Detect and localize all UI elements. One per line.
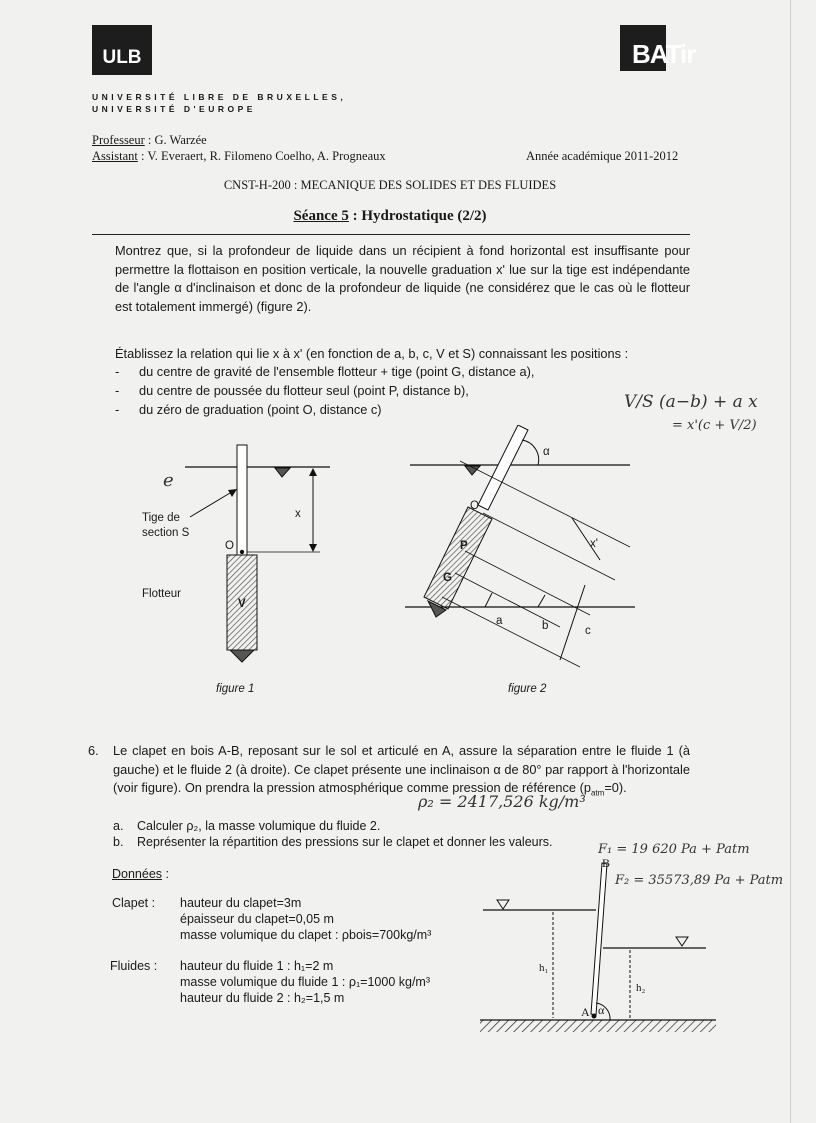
fluides-line: masse volumique du fluide 1 : ρ₁=1000 kg/m³	[180, 975, 430, 989]
exercise5-intro: Montrez que, si la profondeur de liquide dans un récipient à fond horizontal est insuffisante pour permettre la flottaison en position verticale, la nouvelle graduation x' lue sur la tige est indépendante de l'angle α d'inclinaison et donc de la profondeur de liquide (ne considérez que le cas où le flotteur est totalement immergé) (figure 2).	[115, 243, 690, 314]
fig2-label-p: P	[460, 540, 468, 552]
question-b: b. Représenter la répartition des pressions sur le clapet et donner les valeurs.	[113, 835, 553, 849]
fig2-label-alpha: α	[543, 446, 550, 458]
list-item: - du centre de gravité de l'ensemble flotteur + tige (point G, distance a),	[115, 364, 535, 379]
session-title: Séance 5 : Hydrostatique (2/2)	[293, 208, 487, 224]
question-a: a. Calculer ρ₂, la masse volumique du fluide 2.	[113, 819, 381, 833]
figure2-caption: figure 2	[508, 683, 547, 695]
exercise5-relation: Établissez la relation qui lie x à x' (en fonction de a, b, c, V et S) connaissant les positions :	[115, 346, 629, 361]
clapet-label-h2: h₂	[636, 982, 646, 994]
handwritten-f1: F₁ = 19 620 Pa + Patm	[598, 842, 750, 857]
fig2-label-b: b	[542, 620, 549, 632]
university-name-line2: UNIVERSITÉ D'EUROPE	[92, 104, 256, 114]
university-name-line1: UNIVERSITÉ LIBRE DE BRUXELLES,	[92, 92, 347, 102]
clapet-line: masse volumique du clapet : ρbois=700kg/m³	[180, 928, 432, 942]
fig1-label-flotteur: Flotteur	[142, 588, 181, 600]
figure1-caption: figure 1	[216, 683, 255, 695]
handwritten-f2: F₂ = 35573,89 Pa + Patm	[615, 873, 784, 888]
ulb-logo: ULB	[92, 25, 152, 75]
clapet-label-a: A	[581, 1005, 590, 1019]
fig1-label-x: x	[295, 508, 301, 520]
fig2-label-g: G	[443, 572, 452, 584]
fluides-line: hauteur du fluide 2 : h₂=1,5 m	[180, 991, 345, 1005]
fig1-label-tige: Tige de	[142, 512, 180, 524]
fluides-line: hauteur du fluide 1 : h₁=2 m	[180, 959, 334, 973]
donnees-heading: Données :	[112, 867, 169, 881]
batir-logo: BATir	[618, 25, 688, 71]
clapet-label-h1: h₁	[539, 962, 549, 974]
figure1-diagram	[130, 440, 360, 700]
fig2-label-a: a	[496, 615, 503, 627]
professor-line: Professeur : G. Warzée	[92, 133, 207, 147]
handwritten-rho: ρ₂ = 2417,526 kg/m³	[418, 792, 586, 811]
course-title: CNST-H-200 : MECANIQUE DES SOLIDES ET DES FLUIDES	[223, 178, 557, 192]
fig2-label-xp: x'	[590, 538, 598, 550]
clapet-label-alpha: α	[598, 1003, 605, 1017]
figure2-diagram	[400, 425, 650, 675]
exercise6-text: Le clapet en bois A-B, reposant sur le sol et articulé en A, assure la séparation entre le fluide 1 (à gauche) et le fluide 2 (à droite). Ce clapet présente une inclinaison α de 80° par rapport à l'horizontale (voir figure). On prendra la pression atmosphérique comme pression de référence $(p_{atm}=0)$.	[113, 743, 690, 798]
page-edge	[790, 0, 791, 1123]
handwritten-result: = x'(c + V/2)	[672, 418, 757, 433]
clapet-line: hauteur du clapet=3m	[180, 896, 302, 910]
list-item: - du centre de poussée du flotteur seul (point P, distance b),	[115, 383, 469, 398]
clapet-line: épaisseur du clapet=0,05 m	[180, 912, 334, 926]
fluides-label: Fluides :	[110, 959, 158, 973]
fig1-label-o: O	[225, 540, 234, 552]
fig1-label-v: V	[238, 598, 246, 610]
fig2-label-c: c	[585, 625, 591, 637]
fig2-label-o: O	[470, 500, 479, 512]
clapet-label-b: B	[602, 856, 611, 870]
handwritten-formula: V/S (a−b) + a x	[624, 392, 758, 412]
title-rule	[92, 234, 690, 235]
handwritten-e: e	[163, 470, 174, 491]
clapet-label: Clapet :	[112, 896, 156, 910]
list-item: - du zéro de graduation (point O, distance c)	[115, 402, 382, 417]
academic-year: Année académique 2011-2012	[526, 149, 679, 163]
assistant-line: Assistant : V. Everaert, R. Filomeno Coelho, A. Progneaux	[92, 149, 386, 163]
exercise6-number: 6.	[88, 743, 99, 758]
fig1-label-section: section S	[142, 527, 190, 539]
